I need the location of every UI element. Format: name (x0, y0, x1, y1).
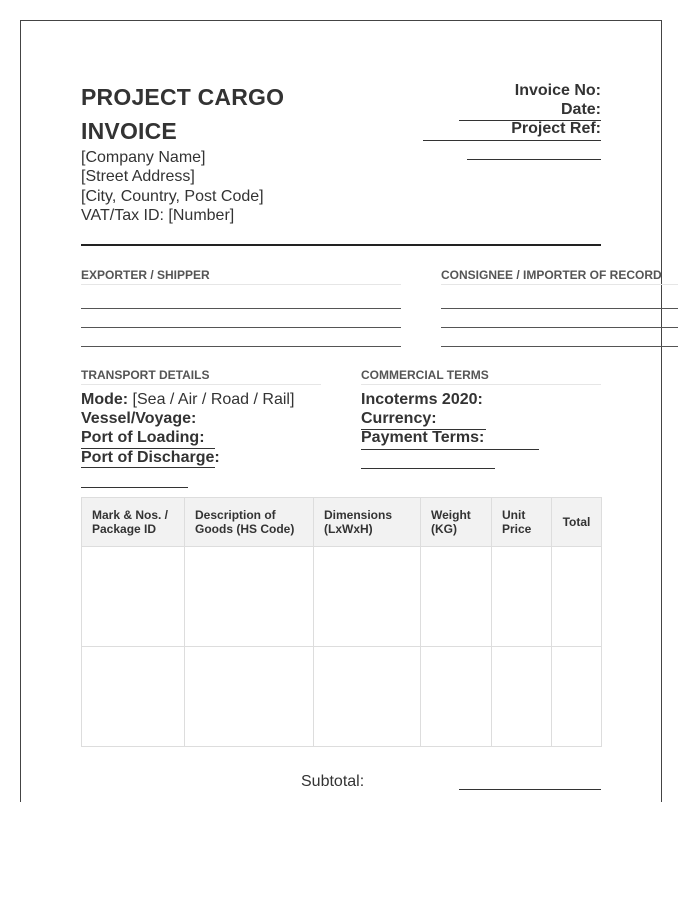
table-cell (185, 647, 314, 747)
col-header-dimensions: Dimensions (LxWxH) (314, 498, 421, 547)
company-city: [City, Country, Post Code] (81, 188, 264, 205)
items-table (81, 497, 602, 747)
consignee-line-3 (441, 346, 678, 347)
sheet-border-top (20, 20, 662, 21)
invoice-title-line-2: INVOICE (81, 118, 177, 144)
mode-line (81, 391, 294, 409)
incoterms-label: Incoterms 2020: (361, 391, 483, 408)
project-ref-label: Project Ref: (511, 120, 601, 137)
date-line (423, 140, 601, 141)
exporter-heading: EXPORTER / SHIPPER (81, 268, 210, 282)
exporter-line-2 (81, 327, 401, 328)
exporter-heading-rule (81, 284, 401, 285)
consignee-heading: CONSIGNEE / IMPORTER OF RECORD (441, 268, 662, 282)
vessel-label: Vessel/Voyage: (81, 410, 197, 427)
table-cell (421, 647, 492, 747)
sheet-border-left (20, 20, 21, 802)
sheet-border-right (661, 20, 662, 802)
table-cell (421, 547, 492, 647)
company-street: [Street Address] (81, 168, 195, 185)
subtotal-label: Subtotal: (301, 773, 365, 790)
loading-label: Port of Loading: (81, 429, 205, 446)
date-label: Date: (560, 101, 601, 118)
discharge-line (81, 487, 188, 488)
table-cell (314, 647, 421, 747)
table-row (82, 547, 602, 647)
col-header-unit-price: Unit Price (492, 498, 552, 547)
consignee-line-2 (441, 327, 678, 328)
table-cell (82, 547, 185, 647)
table-cell (82, 647, 185, 747)
table-cell (314, 547, 421, 647)
commercial-heading-rule (361, 384, 601, 385)
mode-label: Mode: (81, 391, 129, 408)
table-cell (552, 647, 602, 747)
col-header-description: Description of Goods (HS Code) (185, 498, 314, 547)
invoice-title-line-1: PROJECT CARGO (81, 84, 285, 110)
discharge-label: Port of Discharge: (81, 449, 220, 466)
consignee-heading-rule (441, 284, 678, 285)
invoice-no-label: Invoice No: (514, 82, 601, 99)
table-row (82, 647, 602, 747)
transport-heading: TRANSPORT DETAILS (81, 368, 210, 382)
exporter-line-3 (81, 346, 401, 347)
table-cell (492, 647, 552, 747)
transport-heading-rule (81, 384, 321, 385)
col-header-total: Total (552, 498, 602, 547)
mode-value: [Sea / Air / Road / Rail] (128, 391, 295, 408)
table-cell (552, 547, 602, 647)
header-divider (81, 244, 601, 246)
commercial-heading: COMMERCIAL TERMS (361, 368, 489, 382)
loading-line (81, 467, 215, 468)
payment-label: Payment Terms: (361, 429, 485, 446)
col-header-weight: Weight (KG) (421, 498, 492, 547)
currency-line (361, 449, 539, 450)
currency-label: Currency: (361, 410, 437, 427)
table-header-row (82, 498, 602, 547)
company-vat: VAT/Tax ID: [Number] (81, 207, 235, 224)
company-name: [Company Name] (81, 149, 206, 166)
table-cell (185, 547, 314, 647)
exporter-line-1 (81, 308, 401, 309)
col-header-mark: Mark & Nos. / Package ID (82, 498, 185, 547)
payment-line (361, 468, 495, 469)
table-cell (492, 547, 552, 647)
subtotal-line (459, 789, 601, 790)
project-ref-line (467, 159, 601, 160)
consignee-line-1 (441, 308, 678, 309)
